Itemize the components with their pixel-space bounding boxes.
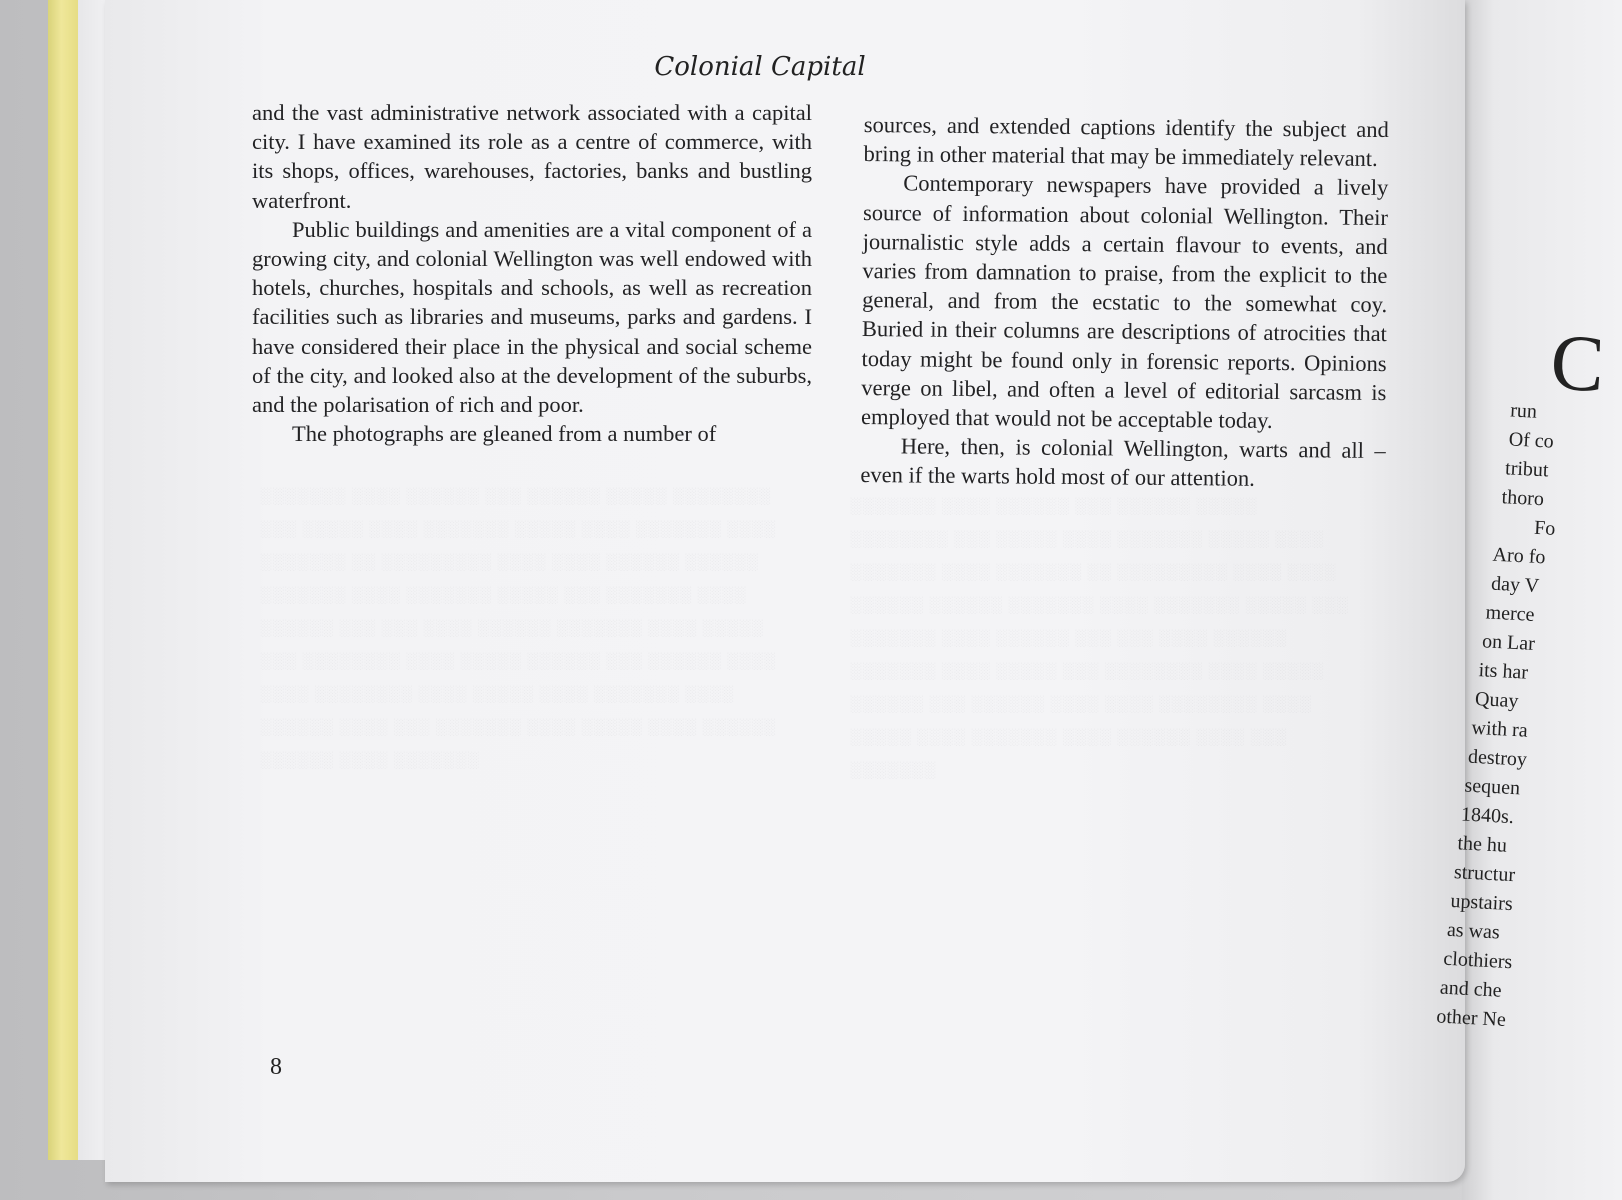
running-head: Colonial Capital [654, 52, 866, 82]
paragraph: and the vast administrative network associated with a capital city. I have examined its role as a centre of commerce, with its shops, offices, warehouses, factories, banks and bustling waterfront. [252, 100, 812, 213]
paragraph: The photographs are gleaned from a number of [292, 421, 717, 447]
text-fragment: day V [1490, 572, 1540, 598]
paragraph: Here, then, is colonial Wellington, warts and all – even if the warts hold most of our attention. [860, 433, 1386, 492]
paragraph: sources, and extended captions identify the subject and bring in other material that may be immediately relevant. [863, 111, 1389, 172]
text-fragment: its har [1478, 659, 1529, 684]
text-fragment: structur [1453, 861, 1516, 887]
text-fragment: with ra [1471, 716, 1529, 742]
text-fragment: tribut [1504, 457, 1550, 482]
book-cover-edge [48, 0, 79, 1160]
text-fragment: thoro [1501, 486, 1545, 511]
text-fragment: Of co [1508, 428, 1555, 453]
text-fragment: destroy [1467, 745, 1528, 771]
text-fragment: the hu [1456, 832, 1508, 857]
paragraph: Public buildings and amenities are a vital component of a growing city, and colonial Wellington was well endowed with hotels, churches, hospitals and schools, as well as recreation facilities such as libraries and museums, parks and gardens. I have considered their place in the physical and social scheme of the city, and looked also at the development of the suburbs, and the polarisation of rich and poor. [252, 216, 812, 418]
page-number: 8 [270, 1054, 282, 1080]
text-fragment: on Lar [1481, 630, 1536, 655]
show-through-text: ░░░░░░░ ░░░░ ░░░░░░ ░░░ ░░░░░░ ░░░░░ ░░░░░░░░ ░░░ ░░░░░ ░░░░ ░░░░░░░ ░░░░░ ░░░░ ░░░░░░░ ░░░░ ░░░░░░░ ░░ ░░░░░░░░░ ░░░░ ░░░░ ░░░░░░ ░░░░░░ ░░░░░░░ ░░░░ ░░░░░░░ ░░░░░ ░░░ ░░░░░░░ ░░░░ ░░░░░░ ░░░ ░░░ ░░░░ ░░░░░░ ░░░░░░░ ░░░░ ░░░░░ ░░░ ░░░░░░░░ ░░░░ ░░░░░ ░░░░░░ ░░░ ░░░░░░ ░░░░ ░░░░ ░░░░░░░░ ░░░░ ░░░░░ ░░░░ ░░░░░░░ ░░░░ ░░░░░░ ░░░░ ░░░ ░░░░░░░ ░░░░ ░░░░░ ░░░░ ░░░░░░ ░░░░░░ ░░░░ ░░░░░░░ [260, 488, 777, 769]
left-text-column [252, 98, 812, 448]
show-through-text: ░░░░░░░ ░░░░ ░░░░░░ ░░░ ░░░░░░ ░░░░░ ░░░░░░░░ ░░░ ░░░░░ ░░░░ ░░░░░░░ ░░░░░ ░░░░ ░░░░░░░ ░░░░ ░░░░░░░ ░░ ░░░░░░░░░ ░░░░ ░░░░ ░░░░░░ ░░░░░░ ░░░░░░░ ░░░░ ░░░░░░░ ░░░░░ ░░░ ░░░░░░░ ░░░░ ░░░░░░ ░░░ ░░░ ░░░░ ░░░░░░ ░░░░░░░ ░░░░ ░░░░░ ░░░ ░░░░░░░░ ░░░░ ░░░░░ ░░░░░░ ░░░ ░░░░░░ ░░░░ ░░░░ ░░░░░░░░ ░░░░ ░░░░░ ░░░░ ░░░░░░░ ░░░░ ░░░░░░ ░░░░ ░░░ ░░░░░░░ [850, 498, 1349, 779]
text-fragment: as was [1446, 918, 1501, 944]
text-fragment: clothiers [1442, 947, 1513, 974]
text-fragment: merce [1485, 601, 1536, 626]
text-fragment: other Ne [1435, 1005, 1507, 1031]
text-fragment: Quay [1474, 687, 1519, 713]
text-fragment: and che [1439, 976, 1503, 1002]
text-fragment: Fo [1533, 516, 1556, 540]
text-fragment: upstairs [1449, 889, 1514, 916]
text-fragment: Aro fo [1492, 543, 1546, 569]
text-fragment: run [1509, 399, 1538, 423]
paragraph: Contemporary newspapers have provided a lively source of information about colonial Wellington. Their journalistic style adds a certain flavour to events, and varies from damnation to praise, from the explicit to the general, and from the ecstatic to the somewhat coy. Buried in their columns are descriptions of atrocities that today might be found only in forensic reports. Opinions verge on libel, and often a level of editorial sarcasm is employed that would not be acceptable today. [860, 170, 1389, 433]
text-fragment: sequen [1464, 774, 1521, 800]
right-text-column [860, 110, 1389, 495]
text-fragment: 1840s. [1460, 803, 1515, 829]
drop-cap: C [1548, 318, 1607, 410]
